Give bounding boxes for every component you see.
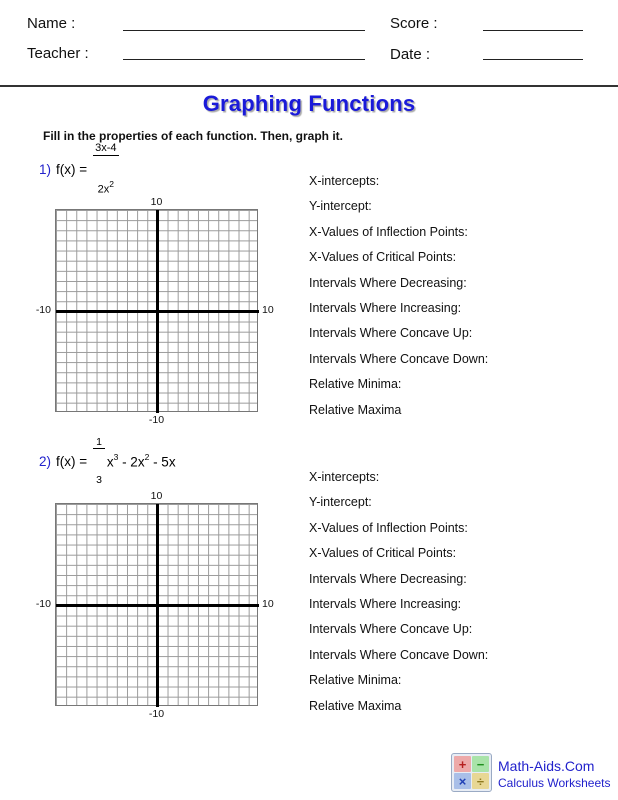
teacher-fill-line[interactable] (123, 59, 365, 60)
problem-2-fraction-denominator: 3 (96, 473, 102, 486)
graph-2-grid-canvas[interactable] (55, 503, 258, 706)
property-label: Intervals Where Increasing: (309, 597, 462, 612)
property-label: Intervals Where Decreasing: (309, 275, 467, 290)
problem-2-term1-exponent: 3 (113, 451, 119, 462)
property-label: Intervals Where Concave Down: (309, 351, 489, 366)
graph-2-label-left: -10 (35, 598, 51, 610)
graph-2 (35, 490, 274, 720)
instructions-text: Fill in the properties of each function. Then, graph it. (43, 129, 344, 143)
problem-1-numerator: 3x-4 (95, 141, 117, 154)
problem-1-denominator (93, 178, 118, 196)
property-label: X-Values of Critical Points: (309, 546, 457, 561)
page-title: Graphing Functions (202, 91, 416, 116)
problem-2-term1: x (106, 454, 114, 470)
graph-1-label-right: 10 (262, 304, 274, 316)
problem-1-fx: f(x) = (56, 161, 88, 177)
property-label: Intervals Where Decreasing: (309, 571, 467, 586)
problem-2-term2: - 2x (118, 454, 145, 470)
name-label: Name : (27, 15, 76, 32)
problem-2-fx: f(x) = (56, 453, 88, 469)
score-label: Score : (390, 15, 438, 32)
problem-2-term3: - 5x (149, 454, 176, 470)
property-label: X-intercepts: (309, 174, 380, 188)
worksheet-category-label: Calculus Worksheets (498, 776, 611, 790)
header-divider (0, 85, 618, 87)
multiply-icon: × (454, 773, 471, 789)
graph-1-y-axis (156, 210, 159, 413)
brand-link[interactable]: Math-Aids.Com (498, 758, 595, 774)
score-fill-line[interactable] (483, 30, 583, 31)
property-label: Intervals Where Concave Down: (309, 647, 489, 662)
property-label: X-intercepts: (309, 470, 380, 484)
graph-1-label-left: -10 (35, 304, 51, 316)
graph-1 (35, 196, 274, 426)
teacher-label: Teacher : (27, 45, 89, 62)
date-fill-line[interactable] (483, 59, 583, 60)
problem-1-equation (39, 141, 121, 196)
date-label: Date : (390, 46, 431, 63)
graph-2-label-top: 10 (150, 490, 163, 502)
problem-1-denominator-base: 2x (97, 183, 110, 196)
problem-2-number: 2) (39, 453, 52, 469)
properties-list-2 (309, 465, 488, 719)
problem-2-fraction-numerator: 1 (93, 436, 105, 449)
property-label: X-Values of Inflection Points: (309, 224, 468, 239)
property-label: Intervals Where Increasing: (309, 301, 462, 316)
problem-2-equation (39, 436, 176, 486)
graph-1-label-top: 10 (150, 196, 163, 208)
property-label: X-Values of Critical Points: (309, 250, 457, 265)
plus-icon: + (454, 756, 471, 772)
graph-1-label-bottom: -10 (148, 414, 165, 426)
property-label: X-Values of Inflection Points: (309, 520, 468, 535)
property-label: Y-intercept: (309, 495, 372, 510)
graph-2-y-axis (156, 504, 159, 707)
property-label: Relative Minima: (309, 377, 402, 392)
graph-2-label-right: 10 (262, 598, 274, 610)
property-label: Relative Minima: (309, 673, 402, 688)
divide-icon: ÷ (472, 773, 489, 789)
math-aids-logo (451, 753, 492, 792)
graph-1-grid-canvas[interactable] (55, 209, 258, 412)
problem-1-denominator-exponent: 2 (109, 178, 115, 189)
properties-list-1 (309, 169, 488, 423)
property-label: Relative Maxima (309, 402, 402, 417)
property-label: Relative Maxima (309, 698, 402, 713)
problem-2-terms (107, 453, 176, 470)
property-label: Intervals Where Concave Up: (309, 622, 473, 637)
problem-1-number: 1) (39, 161, 52, 177)
name-fill-line[interactable] (123, 30, 365, 31)
property-label: Intervals Where Concave Up: (309, 326, 473, 341)
minus-icon: − (472, 756, 489, 772)
property-label: Y-intercept: (309, 199, 372, 214)
problem-2-term2-exponent: 2 (144, 451, 150, 462)
graph-2-label-bottom: -10 (148, 708, 165, 720)
